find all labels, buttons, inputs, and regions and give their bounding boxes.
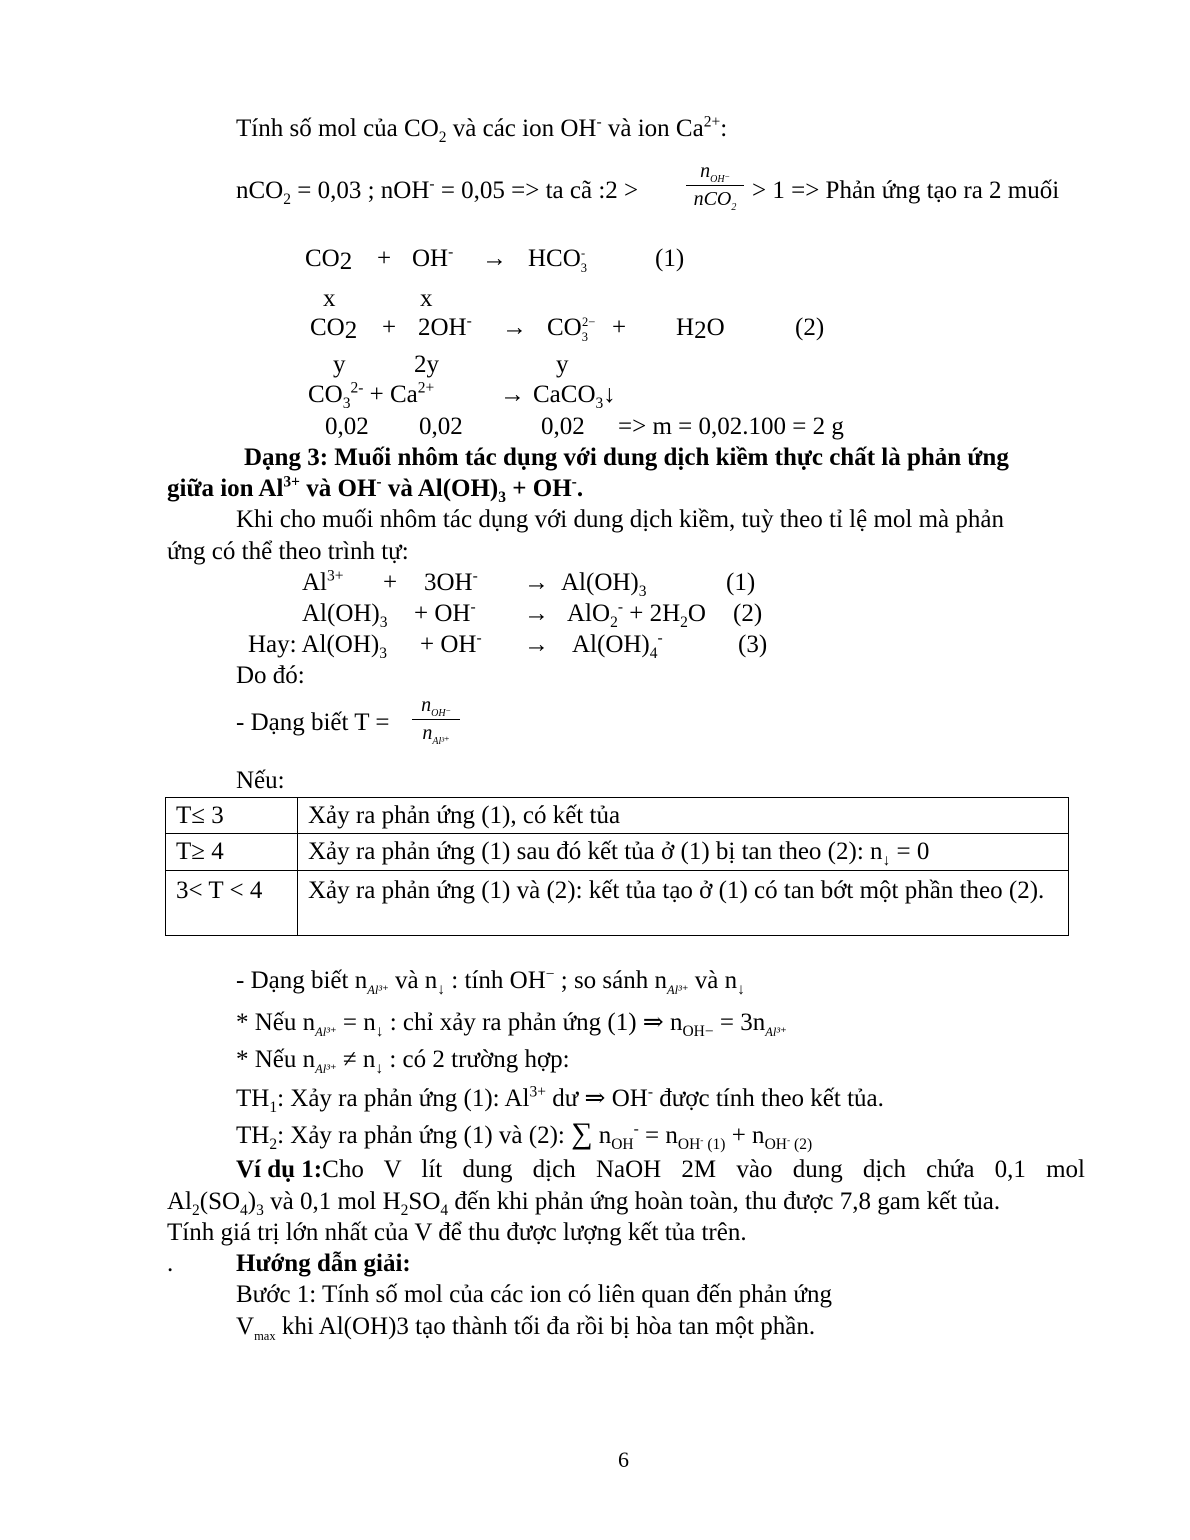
table-row: T≤ 3 Xảy ra phản ứng (1), có kết tủa <box>166 798 1069 834</box>
intro-line: Tính số mol của $CO_2$ và các ion OH- và ion $Ca^{2+}$: <box>236 113 728 146</box>
coef-x-1: x <box>323 285 336 312</box>
coef-y-1: y <box>333 351 346 378</box>
step-1: Bước 1: Tính số mol của các ion có liên quan đến phản ứng <box>236 1281 832 1308</box>
para1-line-1: Khi cho muối nhôm tác dụng với dung dịch kiềm, tuỳ theo tỉ lệ mol mà phản <box>236 506 1004 533</box>
oh-co2-ratio: $n_{OH^-}$ nCO$_2$ <box>686 160 744 211</box>
solution-heading: Hướng dẫn giải: <box>236 1250 411 1277</box>
case-1-line: - Dạng biết $n_{Al^{3+}}$ và $n_↓$ : tính OH− ; so sánh $n_{Al^{3+}}$ và $n_↓$ <box>236 965 745 998</box>
table-row: 3< T < 4 Xảy ra phản ứng (1) và (2): kết tủa tạo ở (1) có tan bớt một phần theo (2). <box>166 870 1069 935</box>
example-line-1: Ví dụ 1: Cho V lít dung dịch NaOH 2M vào dung dịch chứa 0,1 mol <box>236 1156 1085 1183</box>
vmax-line: $V_{max}$ khi Al(OH)3 tạo thành tối đa rồi bị hòa tan một phần. <box>236 1313 816 1343</box>
case-3-line: * Nếu $n_{Al^{3+}} \ne n_↓$ : có 2 trường hợp: <box>236 1046 570 1077</box>
mole-calc-line: nCO$_2$ = 0,03 ; nOH- = 0,05 => ta cã :2 > <box>236 175 639 208</box>
mole-calc-conclusion: > 1 => Phản ứng tạo ra 2 muối <box>752 177 1060 204</box>
coef-y-2: 2y <box>414 351 439 378</box>
th2-line: $TH_2$: Xảy ra phản ứng (1) và (2): ∑ $n_{OH}^- = n_{OH^- (1)} + n_{OH^- (2)}$ <box>236 1117 813 1153</box>
section-title-line-1: Dạng 3: Muối nhôm tác dụng với dung dịch kiềm thực chất là phản ứng <box>244 444 1009 471</box>
neu-label: Nếu: <box>236 767 285 794</box>
ratio-T-fraction: $n_{OH^-}$ $n_{Al^{3+}}$ <box>412 694 460 745</box>
para1-line-2: ứng có thể theo trình tự: <box>167 538 409 565</box>
condition-table <box>165 797 1069 936</box>
coef-x-2: x <box>420 285 433 312</box>
ratio-T-label: - Dạng biết T = <box>236 709 390 736</box>
example-line-3: Tính giá trị lớn nhất của V để thu được lượng kết tủa trên. <box>167 1219 747 1246</box>
example-line-2: $Al_2(SO_4)_3$ và 0,1 mol $H_2SO_4$ đến khi phản ứng hoàn toàn, thu được 7,8 gam kết tủa. <box>167 1188 1001 1219</box>
th1-line: $TH_1$: Xảy ra phản ứng (1): $Al^{3+}$ dư ⇒ OH- được tính theo kết tủa. <box>236 1083 884 1116</box>
case-2-line: * Nếu $n_{Al^{3+}} = n_↓$ : chỉ xảy ra phản ứng (1) ⇒ $n_{OH-} = 3n_{Al^{3+}}$ <box>236 1009 787 1040</box>
page-number: 6 <box>618 1447 629 1472</box>
section-title-line-2: giữa ion $Al^{3+}$ và OH- và $Al(OH)_3 + OH^-$. <box>167 473 584 506</box>
table-row: T≥ 4 Xảy ra phản ứng (1) sau đó kết tủa ở (1) bị tan theo (2): $n_↓ = 0$ <box>166 834 1069 870</box>
dot-marker: . <box>167 1250 174 1277</box>
do-do: Do đó: <box>236 662 305 689</box>
coef-y-3: y <box>556 351 569 378</box>
